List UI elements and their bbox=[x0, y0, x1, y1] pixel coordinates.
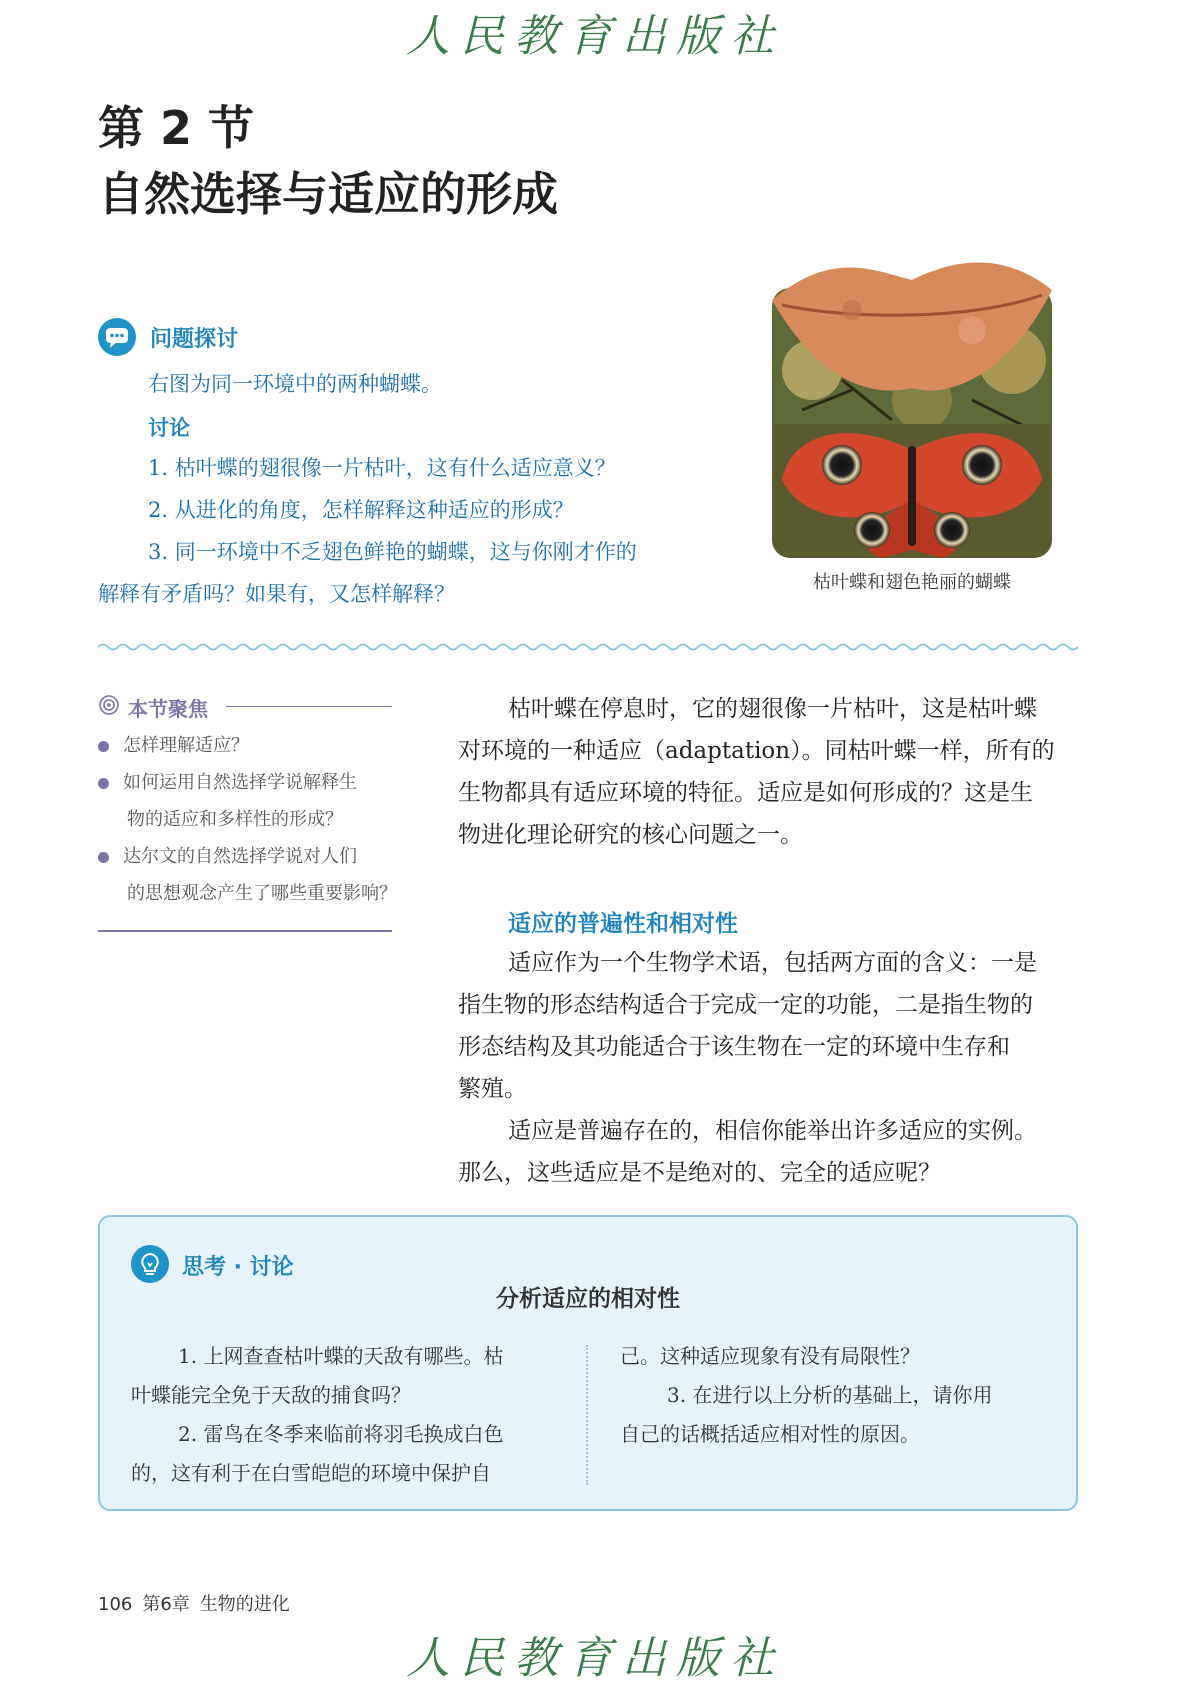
think-right-line-2: 3. 在进行以上分析的基础上，请你用 bbox=[667, 1383, 993, 1407]
focus-item-2-cont: 物的适应和多样性的形成？ bbox=[127, 809, 343, 830]
focus-title-rule bbox=[226, 706, 392, 707]
think-left-line-4: 的，这有利于在白雪皑皑的环境中保护自 bbox=[131, 1461, 491, 1485]
para2-line-3: 形态结构及其功能适合于该生物在一定的环境中生存和 bbox=[458, 1034, 1010, 1060]
para2-line-2: 指生物的形态结构适合于完成一定的功能，二是指生物的 bbox=[458, 992, 1033, 1018]
butterfly-photo bbox=[772, 250, 1052, 558]
think-label: 思考 · 讨论 bbox=[182, 1255, 294, 1280]
focus-item-3-cont: 的思想观念产生了哪些重要影响？ bbox=[127, 883, 397, 904]
bullet-dot bbox=[98, 778, 109, 789]
focus-item-1: 怎样理解适应？ bbox=[98, 727, 249, 764]
section-number: 第 2 节 bbox=[98, 101, 255, 155]
intro-line-1: 枯叶蝶在停息时，它的翅很像一片枯叶，这是枯叶蝶 bbox=[508, 696, 1037, 722]
question-3-cont: 解释有矛盾吗？如果有，又怎样解释？ bbox=[98, 582, 455, 606]
intro-line-4: 物进化理论研究的核心问题之一。 bbox=[458, 822, 803, 848]
intro-line-2: 对环境的一种适应（adaptation）。同枯叶蝶一样，所有的 bbox=[458, 738, 1055, 764]
page-number: 106 bbox=[98, 1594, 133, 1615]
page-footer bbox=[98, 1590, 300, 1616]
think-right-line-1: 己。这种适应现象有没有局限性？ bbox=[620, 1344, 920, 1368]
question-1: 1. 枯叶蝶的翅很像一片枯叶，这有什么适应意义？ bbox=[148, 456, 616, 480]
chapter-title: 生物的进化 bbox=[199, 1594, 290, 1615]
wenti-intro: 右图为同一环境中的两种蝴蝶。 bbox=[148, 372, 442, 396]
focus-item-3: 达尔文的自然选择学说对人们 bbox=[98, 838, 357, 875]
think-title: 分析适应的相对性 bbox=[496, 1286, 680, 1312]
section-title: 自然选择与适应的形成 bbox=[98, 167, 558, 221]
think-left-line-3: 2. 雷鸟在冬季来临前将羽毛换成白色 bbox=[178, 1422, 504, 1446]
para2-line-1: 适应作为一个生物学术语，包括两方面的含义：一是 bbox=[508, 950, 1037, 976]
intro-line-3: 生物都具有适应环境的特征。适应是如何形成的？这是生 bbox=[458, 780, 1033, 806]
lightbulb-icon bbox=[131, 1245, 169, 1283]
target-icon bbox=[98, 694, 120, 720]
bullet-dot bbox=[98, 852, 109, 863]
wavy-divider bbox=[98, 638, 1078, 650]
column-divider bbox=[586, 1345, 588, 1485]
focus-bottom-rule bbox=[98, 930, 392, 932]
speech-bubble-icon bbox=[98, 318, 136, 356]
think-right-line-3: 自己的话概括适应相对性的原因。 bbox=[620, 1422, 920, 1446]
question-3: 3. 同一环境中不乏翅色鲜艳的蝴蝶，这与你刚才作的 bbox=[148, 540, 637, 564]
para2-line-4: 繁殖。 bbox=[458, 1076, 527, 1102]
para3-line-2: 那么，这些适应是不是绝对的、完全的适应呢？ bbox=[458, 1160, 941, 1186]
think-left-line-1: 1. 上网查查枯叶蝶的天敌有哪些。枯 bbox=[178, 1344, 504, 1368]
wenti-label: 问题探讨 bbox=[150, 327, 239, 352]
question-2: 2. 从进化的角度，怎样解释这种适应的形成？ bbox=[148, 498, 574, 522]
bullet-dot bbox=[98, 741, 109, 752]
focus-title: 本节聚焦 bbox=[128, 697, 208, 721]
publisher-watermark-top: 人民教育出版社 bbox=[406, 11, 784, 62]
discuss-label: 讨论 bbox=[148, 416, 190, 440]
photo-caption: 枯叶蝶和翅色艳丽的蝴蝶 bbox=[813, 572, 1011, 593]
publisher-watermark-bottom: 人民教育出版社 bbox=[406, 1633, 784, 1684]
para3-line-1: 适应是普遍存在的，相信你能举出许多适应的实例。 bbox=[508, 1118, 1037, 1144]
subheading: 适应的普遍性和相对性 bbox=[508, 911, 738, 937]
focus-item-2: 如何运用自然选择学说解释生 bbox=[98, 764, 357, 801]
chapter-number: 第6章 bbox=[142, 1594, 190, 1615]
think-left-line-2: 叶蝶能完全免于天敌的捕食吗？ bbox=[131, 1383, 411, 1407]
